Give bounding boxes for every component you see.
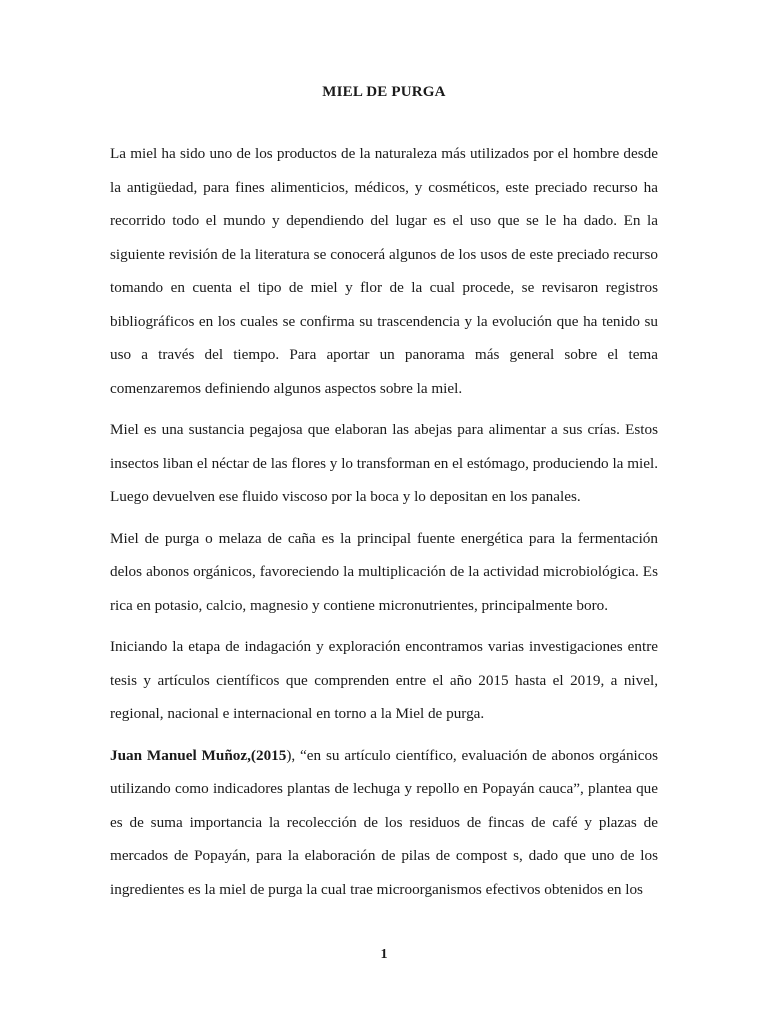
document-title: MIEL DE PURGA <box>322 84 446 100</box>
paragraph-juan-manuel <box>110 739 658 907</box>
author-citation: Juan Manuel Muñoz,(2015 <box>110 746 287 764</box>
paragraph-miel-definition: Miel es una sustancia pegajosa que elaboran las abejas para alimentar a sus crías. Estos insectos liban el néctar de las flores y lo transforman en el estómago, produciendo la miel. Luego devuelven ese fluido viscoso por la boca y lo depositan en los panales. <box>110 421 658 505</box>
paragraph-miel-de-purga: Miel de purga o melaza de caña es la principal fuente energética para la fermentación delos abonos orgánicos, favoreciendo la multiplicación de la actividad microbiológica. Es rica en potasio, calcio, magnesio y contiene micronutrientes, principalmente boro. <box>110 529 658 614</box>
paragraph-investigaciones: Iniciando la etapa de indagación y exploración encontramos varias investigaciones entre tesis y artículos científicos que comprenden entre el año 2015 hasta el 2019, a nivel, regional, nacional e internacional en torno a la Miel de purga. <box>110 638 658 722</box>
page-number: 1 <box>380 947 388 962</box>
paragraph-intro: La miel ha sido uno de los productos de la naturaleza más utilizados por el hombre desde la antigüedad, para fines alimenticios, médicos, y cosméticos, este preciado recurso ha recorrido todo el mundo y dependiendo del lugar es el uso que se le ha dado. En la siguiente revisión de la literatura se conocerá algunos de los usos de este preciado recurso tomando en cuenta el tipo de miel y flor de la cual procede, se revisaron registros bibliográficos en los cuales se confirma su trascendencia y la evolución que ha tenido su uso a través del tiempo. Para aportar un panorama más general sobre el tema comenzaremos definiendo algunos aspectos sobre la miel. <box>110 145 658 397</box>
citation-text: ), “en su artículo científico, evaluación de abonos orgánicos utilizando como indicadores plantas de lechuga y repollo en Popayán cauca”, plantea que es de suma importancia la recolección de los residuos de fincas de café y plazas de mercados de Popayán, para la elaboración de pilas de compost s, dado que uno de los ingredientes es la miel de purga la cual trae microorganismos efectivos obtenidos en los <box>110 746 659 898</box>
document-body <box>110 137 658 914</box>
